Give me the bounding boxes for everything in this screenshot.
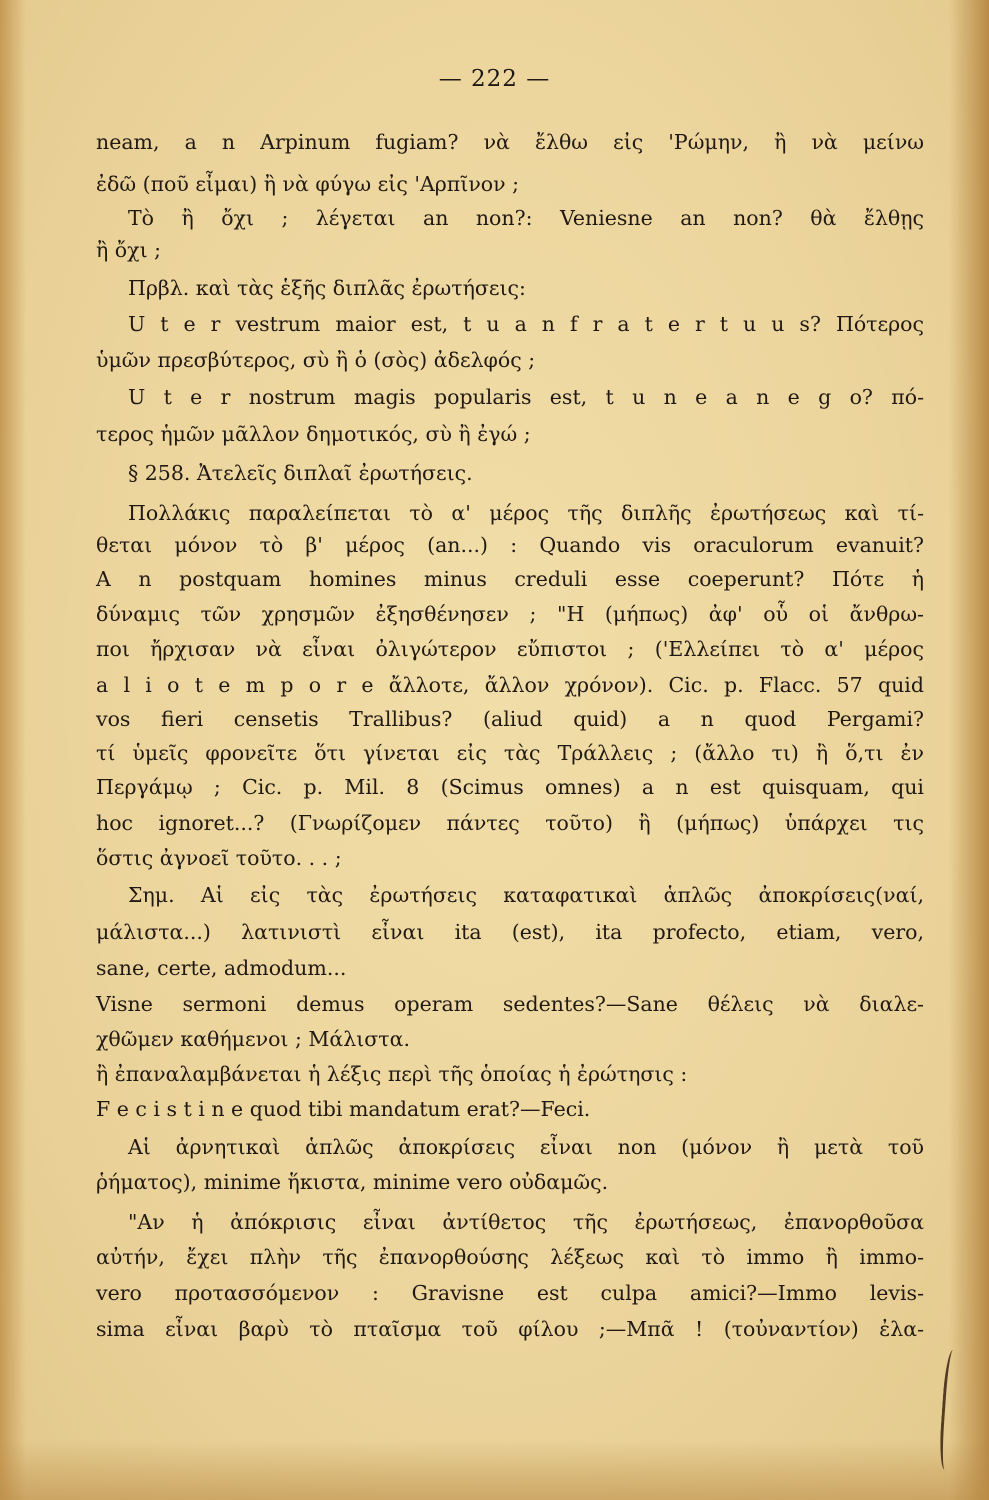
page-edge-shadow-right <box>949 0 989 1500</box>
text-line: δύναμις τῶν χρησμῶν ἐξησθένησεν ; "Η (μήπως) ἀφ' οὗ οἱ ἄνθρω- <box>96 602 924 626</box>
text-line: vero προτασσόμενον : Gravisne est culpa amici?—Immo levis- <box>96 1281 924 1305</box>
text-line: θεται μόνον τὸ β' μέρος (an...) : Quando vis oraculorum evanuit? <box>96 533 924 557</box>
text-line: U t e r nostrum magis popularis est, t u n e a n e g o? πό- <box>128 385 924 409</box>
text-line: Περγάμῳ ; Cic. p. Mil. 8 (Scimus omnes) a n est quisquam, qui <box>96 775 924 799</box>
text-line: Πρβλ. καὶ τὰς ἑξῆς διπλᾶς ἐρωτήσεις: <box>128 276 526 300</box>
text-line: Τὸ ἢ ὄχι ; λέγεται an non?: Veniesne an non? θὰ ἔλθῃς <box>128 206 924 230</box>
text-line: χθῶμεν καθήμενοι ; Μάλιστα. <box>96 1027 410 1051</box>
text-line: ἐδῶ (ποῦ εἶμαι) ἢ νὰ φύγω εἰς 'Αρπῖνον ; <box>96 172 520 196</box>
text-line: hoc ignoret...? (Γνωρίζομεν πάντες τοῦτο) ἢ (μήπως) ὑπάρχει τις <box>96 811 924 835</box>
page-edge-shadow-left <box>0 0 26 1500</box>
note-line: Σημ. Αἱ εἰς τὰς ἐρωτήσεις καταφατικαὶ ἁπλῶς ἀποκρίσεις(ναί, <box>128 883 924 907</box>
text-line: sima εἶναι βαρὺ τὸ πταῖσμα τοῦ φίλου ;—Μπᾶ ! (τοὐναντίον) ἐλα- <box>96 1317 924 1341</box>
text-line: ποι ἤρχισαν νὰ εἶναι ὀλιγώτερον εὔπιστοι ; ('Ελλείπει τὸ α' μέρος <box>96 637 924 661</box>
text-line: vos fieri censetis Trallibus? (aliud quid) a n quod Pergami? <box>96 707 924 731</box>
text-line: "Αν ἡ ἀπόκρισις εἶναι ἀντίθετος τῆς ἐρωτήσεως, ἐπανορθοῦσα <box>128 1210 924 1234</box>
text-line: A n postquam homines minus creduli esse coeperunt? Πότε ἡ <box>96 567 924 591</box>
text-line: sane, certe, admodum... <box>96 956 347 980</box>
text-line: Πολλάκις παραλείπεται τὸ α' μέρος τῆς διπλῆς ἐρωτήσεως καὶ τί- <box>128 501 924 525</box>
text-line: Αἱ ἀρνητικαὶ ἁπλῶς ἀποκρίσεις εἶναι non (μόνον ἢ μετὰ τοῦ <box>128 1135 924 1159</box>
text-line: a l i o t e m p o r e ἄλλοτε, ἄλλον χρόνον). Cic. p. Flacc. 57 quid <box>96 673 924 697</box>
text-line: ἢ ἐπαναλαμβάνεται ἡ λέξις περὶ τῆς ὁποίας ἡ ἐρώτησις : <box>96 1062 688 1086</box>
text-line: ὑμῶν πρεσβύτερος, σὺ ἢ ὁ (σὸς) ἀδελφός ; <box>96 348 536 372</box>
text-line: αὐτήν, ἔχει πλὴν τῆς ἐπανορθούσης λέξεως καὶ τὸ immo ἢ immo- <box>96 1245 924 1269</box>
text-line: ἢ ὄχι ; <box>96 238 162 262</box>
text-line: neam, a n Arpinum fugiam? νὰ ἔλθω εἰς 'Ρώμην, ἢ νὰ μείνω <box>96 130 924 154</box>
text-line: τερος ἡμῶν μᾶλλον δημοτικός, σὺ ἢ ἐγώ ; <box>96 422 531 446</box>
text-line: F e c i s t i n e quod tibi mandatum erat?—Feci. <box>96 1097 591 1121</box>
text-line: τί ὑμεῖς φρονεῖτε ὅτι γίνεται εἰς τὰς Τράλλεις ; (ἄλλο τι) ἢ ὅ,τι ἐν <box>96 741 924 765</box>
page-edge-shadow-bottom <box>0 1440 989 1500</box>
text-line: Visne sermoni demus operam sedentes?—Sane θέλεις νὰ διαλε- <box>96 992 924 1016</box>
text-line: ῥήματος), minime ἥκιστα, minime vero οὐδαμῶς. <box>96 1170 609 1194</box>
text-line: μάλιστα...) λατινιστὶ εἶναι ita (est), ita profecto, etiam, vero, <box>96 920 924 944</box>
section-heading: § 258. Ἀτελεῖς διπλαῖ ἐρωτήσεις. <box>128 461 473 485</box>
text-line: ὅστις ἀγνοεῖ τοῦτο. . . ; <box>96 846 342 870</box>
text-line: U t e r vestrum maior est, t u a n f r a t e r t u u s? Πότερος <box>128 312 924 336</box>
page-number: — 222 — <box>438 66 551 92</box>
